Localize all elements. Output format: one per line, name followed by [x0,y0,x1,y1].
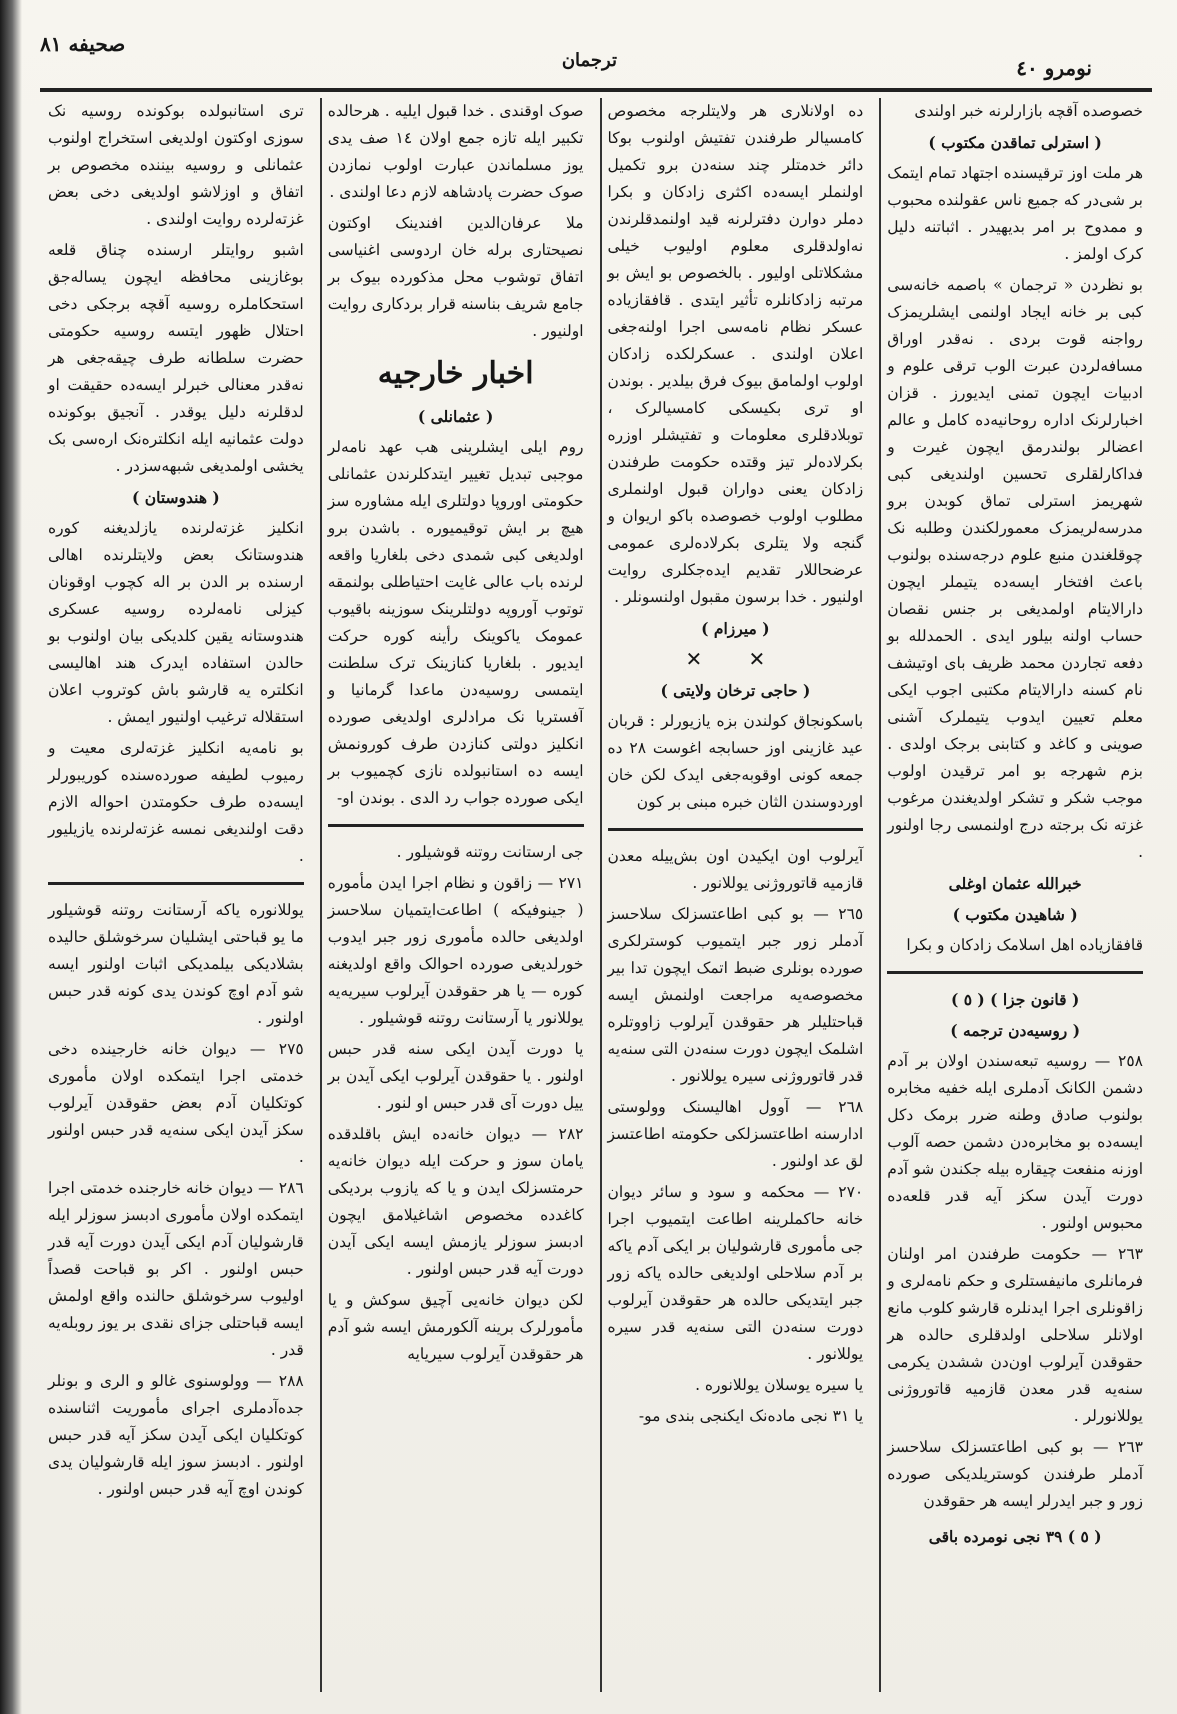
paragraph: یوللانوره یاکه آرستانت روتنه قوشیلور ما یو قباحتی ایشلیان سرخوشلق حالیده بشلادیکی بیلمدیکی اثبات اولنور ایسه شو آدم اوچ کوندن یدی کونه قدر حبس اولنور . [48,901,304,1027]
paragraph: ٢٧٥ — دیوان خانه خارجینده دخی خدمتی اجرا ایتمکده اولان مأموری کوتکلیان آدم بعض حقوقدن آیرلوب سکز آیدن ایکی سنه‌یه قدر حبس اولنور . [48,1040,304,1166]
paragraph: ٢٧٠ — محکمه و سود و سائر دیوان خانه حاکملرینه اطاعت ایتمیوب اجرا جی مأموری قارشولیان بر ایکی آدم یاکه بر آدم سلاحلی اولدیغی حالده یاکه زور جبر ایتدیکی حالده هر حقوقدن آیرلوب دورت سنه‌دن التی سنه‌یه قدر سیره یوللانور . [607,1183,864,1363]
paragraph: ٢٨٨ — وولوسنوی غالو و الری و بونلر جده‌آدملری اجرای مأموریت اثناسنده کوتکلیان ایکی آیدن سکز آیه قدر حبس اولنور . ادبسز سوز ایله قارشولیان یدی کوندن اوچ آیه قدر حبس اولنور . [48,1372,304,1498]
paragraph: ٢٨٢ — دیوان خانه‌ده ایش باقلدقده یامان سوز و حرکت ایله دیوان خانه‌یه حرمتسزلک ایدن و یا که یازوب بردیکی کاغدده مخصوص اشاغیلامق ایچون ادبسز سوزلر یازمش ایسه ایکی آیدن دورت آیه قدر حبس اولنور . [327,1125,584,1278]
section-heading: ( استرلی تماقدن مکتوب ) [928,133,1102,152]
header-rule [40,88,1152,92]
paragraph: هر ملت اوز ترقیسنده اجتهاد تمام ایتمک بر شی‌در که جمیع ناس عقولنده محبوب و ممدوح بر امر بدیهیدر . اثباتنه دلیل کرک اولمز . [887,164,1143,263]
section-subheading: ( روسیه‌دن ترجمه ) [950,1021,1081,1040]
paragraph: اشبو روایتلر ارسنده چناق قلعه بوغازینی محافظه ایچون یساله‌جق استحکاملره روسیه آقچه برجکی دخی احتلال ظهور ایتسه روسیه حکومتی حضرت سلطانه طرف چیقه‌جغی هر نه‌قدر معنالی خبرلر ایسه‌ده حقیقت او لدقلرنه دلیل یوقدر . آنجیق بوکونده دولت عثمانیه ایله انکلتره‌نک اره‌سی بک یخشی اولمدیغی شبهه‌سزدر . [48,241,304,475]
paragraph: صوک اوقندی . خدا قبول ایلیه . هرحالده تکبیر ایله تازه جمع اولان ١٤ صف یدی یوز مسلماندن عبارت اولوب نمازدن صوک حضرت پادشاهه لازم دعا اولندی . [327,102,584,201]
page-edge-shadow [0,0,22,1714]
paragraph: روم ایلی ایشلرینی هب عهد نامه‌لر موجبی تبدیل تغییر ایتدکلرندن عثمانلی حکومتی اوروپا دولتلری ایله مشاوره سز هیچ بر ایش توقیمیوره . باشدن برو اولدیغی کبی شمدی دخی بلغاریا واقعه لرنده باب عالی غایت احتیاطلی بولنمقه توتوب آوروپه‌ دولتلرینک سوزینه باقیوب عمومک یاکوینک رأینه کوره حرکت ایدیور . بلغاریا کنازینک ترک سلطنت ایتمسی روسیه‌دن ماعدا گرمانیا و آفستریا نک مرادلری اولدیغی صورده انکلیز دولتی کنازدن طرف کورونمش ایسه ده استانبولده نازی کچمیوب بر ایکی صورده جواب رد الدی . بوندن او- [327,438,584,807]
paragraph: یا ٣١ نجی ماده‌نک ایکنجی بندی مو- [638,1407,864,1425]
newspaper-title: ترجمان [561,50,617,71]
paragraph: ٢٧١ — زاقون و نظام اجرا ایدن مأموره ( جینوفیکه ) اطاعت‌ایتمیان سلاحسز اولدیغی حالده مأموری زور جبر ایدوب خورلدیغی صورده احوالک واقع اولدیغنه کوره — یا هر حقوقدن آیرلوب سیریه‌یه یوللانور یا آرستانت روتنه قوشیلور . [327,874,584,1027]
paragraph: یا دورت آیدن ایکی سنه قدر حبس اولنور . یا حقوقدن آیرلوب ایکی آیدن بر ییل دورت آی قدر حبس او لنور . [327,1040,584,1112]
paragraph: جی ارستانت روتنه قوشیلور . [396,843,584,861]
paragraph: ٢٥٨ — روسیه تبعه‌سندن اولان بر آدم دشمن الکانک آدملری ایله خفیه مخابره بولنوب صادق وطنه ضرر برمک دکل ایسه‌ده بو مخابره‌دن دشمن حصه آلوب اوزنه منفعت چیقاره بیله‌ جکندن شو آدم دورت آیدن سکز آیه قدر قلعه‌ده محبوس اولنور . [887,1052,1143,1232]
paragraph: ٢٦٣ — بو کبی اطاعتسزلک سلاحسز آدملر طرفندن کوستریلدیکی صورده زور و جبر ایدرلر ایسه هر حقوقدن [887,1438,1143,1510]
section-heading: ( قانون جزا ) ( ٥ ) [950,990,1080,1009]
article-columns [42,98,1149,1692]
paragraph: ٢٨٦ — دیوان خانه خارجنده خدمتی اجرا ایتمکده اولان مأموری ادبسز سوزلر ایله قارشولیان آدم ایکی آیدن دورت آیه قدر حبس اولنور . اکر بو قباحت قصداً اولیوب سرخوشلق حالنده واقع اولمش ایسه قباحتلی جزای نقدی بر یوز روبله‌یه قدر . [48,1179,304,1359]
paragraph: تری استانبولده بوکونده روسیه‌ نک سوزی اوکتون اولدیغی استخراج اولنوب عثمانلی و روسیه بیننده مخصوص بر اتفاق و اوزلاشو اولدیغی دخی بعض غزته‌لرده روایت اولندی . [48,102,304,228]
paragraph: ملا عرفان‌الدین افندینک اوکتون نصیحتاری برله خان اردوسی اغنیاسی اتفاق توشوب محل مذکورده بیوک بر جامع شریف بناسنه قرار بردکاری روایت اولنیور . [327,214,584,340]
section-heading: ( شاهیدن مکتوب ) [952,905,1078,924]
paragraph: آیرلوب اون ایکیدن اون بش‌ییله معدن قازمیه قاتوروژنی یوللانور . [607,847,864,892]
issue-number: نومرو ٤٠ [1016,56,1092,80]
paragraph: قافقازیاده اهل اسلامک زادکان و بکرا [906,936,1143,954]
column-separator [608,828,864,831]
column-3 [320,98,590,1692]
continuation-note: ( ٥ ) ٣٩ نجی نومرده باقی [928,1527,1102,1546]
paragraph: بو نامه‌یه انکلیز غزته‌لری معیت و رمیوب لطیفه صورده‌سنده کوریبورلر ایسه‌ده طرف حکومتدن احواله الازم دقت اولندیغی نمسه غزته‌لرنده یازیلیور . [48,739,304,865]
paragraph: ده اولانلاری هر ولایتلرجه مخصوص کامسیالر طرفندن تفتیش اولنوب بوکا دائر خدمتلر چند سنه‌دن برو تکمیل اولنملر ایسه‌ده اکثری زادکان و بکرا دملر دوارن دفترلرنه قید اولنمدقلرندن نه‌اولدقلری معلوم اولیوب خیلی مشکلاتلی اولیور . بالخصوص بو ایش بو مرتبه زادکانلره تأثیر ایتدی . قافقازیاده عسکر نظام نامه‌سی اجرا اولنه‌جغی اعلان اولندی . عسکرلکده زادکان اولوب اولمامق بیوک فرق بیلدیر . بوندن او تری بکیسکی کامسیالرک ، توبلادقلری معلومات و تفتیشلر اوزره بکرلاده‌لر تیز وقتده حکومت طرفندن زادکان یعنی دواران قبول اولنملری مطلوب اولوب خصوصده باکو اریوان و گنجه ولا یتلری بکرلاده‌لری عمومی عرضحاللار تقدیم ایده‌جکلری روایت اولنیور . خدا برسون مقبول اولنسونلر . [607,102,864,606]
page-header [40,22,1152,82]
paragraph: ٢٦٨ — آوول اهالیسنک وولوستی ادارسنه اطاعتسزلکی حکومته اطاعتسز لق عد اولنور . [607,1098,864,1170]
column-separator [48,882,304,885]
column-separator [328,824,584,827]
paragraph: باسکونجاق کولندن بزه یازیورلر : قربان عید غازینی اوز حسابجه اغوست ٢٨ ده جمعه کونی اوقوبه‌جغی ایدک لکن خان اوردوسندن الثان خبره مبنی بر کون [607,712,864,811]
section-heading: ( حاجی ترخان ولایتی ) [660,681,811,700]
column-4 [42,98,310,1692]
paragraph: ٢٦٥ — بو کبی اطاعتسزلک سلاحسز آدملر زور جبر ایتمیوب کوسترلکری صورده بونلری ضبط اتمک ایچون تدا بیر مخصوصه‌یه مراجعت اولنمش ایسه قباحتلیلر هر حقوقدن آیرلوب زاووتلره اشلمک ایچون دورت سنه‌دن التی سنه‌یه قدر قاتوروژنی سیره یوللانور . [607,905,864,1085]
column-1 [879,98,1149,1692]
paragraph: انکلیز غزته‌لرنده یازلدیغنه کوره هندوستانک بعض ولایتلرنده اهالی ارسنده بر الدن بر اله کچوب اوقونان کیزلی نامه‌لرده روسیه عسکری هندوستانه یقین کلدیکی بیان اولنوب بو حالدن استفاده ایدرک هند اهالیسی انکلتره یه قارشو باش کوتروب اعلان استقلاله ترغیب اولنیور ایمش . [48,519,304,726]
foreign-news-heading: اخبار خارجیه [377,356,534,391]
section-heading: ( هندوستان ) [132,488,220,507]
cross-marks: ✕ ✕ [685,647,786,671]
paragraph: بو نظردن « ترجمان » باصمه خانه‌سی کبی بر خانه ایجاد اولنمی ایشلریمزک رواجنه قوت بردی . نه‌قدر اوراق مسافه‌لردن عبرت الوب ترقی علوم و ادبیات ایچون تمنی ایدیورز . قزان اخبارلرنک اداره روحانیه‌ده کامل و عالم اعضالر بولندرمق ایچون غیرت و فداکارلقلری تحسین اولندیغی کبی شهریمز استرلی تماق کوبدن برو مدرسه‌لریمزک معمورلکندن وطلبه نک چوقلغندن منبع علوم درجه‌سنده بولنوب باعث افتخار ایسه‌ده یتیملر ایچون دارالایتام اولمدیغی بر جنس نقصان حساب اولنه بیلور ایدی . الحمدلله بو دفعه تجاردن محمد ظریف بای اوتیشف نام کسنه دارالایتام مکتبی اجوب ایکی معلم تعیین ایدوب یتیملرک آشنی صوینی و کاغد و کتابنی برجک اولدی . بزم شهرجه بو امر ترقیدن اولوب موجب شکر و تشکر اولدیغندن مرغوب غزته‌ نک برجته درج اولنمسی رجا اولنور . [887,276,1143,861]
paragraph: لکن دیوان خانه‌یی آچیق سوکش و یا مأمورلرک برینه آلکورمش ایسه شو آدم هر حقوقدن آیرلوب سیریایه [327,1291,584,1363]
section-heading: ( عثمانلی ) [417,407,494,426]
signature: خبرالله عثمان اوغلی [948,874,1082,893]
page-number: صحیفه ٨١ [40,32,126,56]
column-2 [600,98,870,1692]
signature: ( میرزام ) [701,619,770,638]
column-separator [887,971,1143,974]
paragraph: ٢٦٣ — حکومت طرفندن امر اولنان فرمانلری مانیفستلری و حکم نامه‌لری و زاقونلری اجرا ایدنلره قارشو کلوب مانع اولانلر سلاحلی اولدقلری حالده هر حقوقدن آیرلوب اون‌دن ششدن یکرمی سنه‌یه قدر معدن قازمیه قاتوروژنی یوللانورلر . [887,1245,1143,1425]
paragraph: یا سیره یوسلان یوللانوره . [695,1376,864,1394]
paragraph: خصوصده آقچه بازارلرنه خبر اولندی [914,102,1143,120]
